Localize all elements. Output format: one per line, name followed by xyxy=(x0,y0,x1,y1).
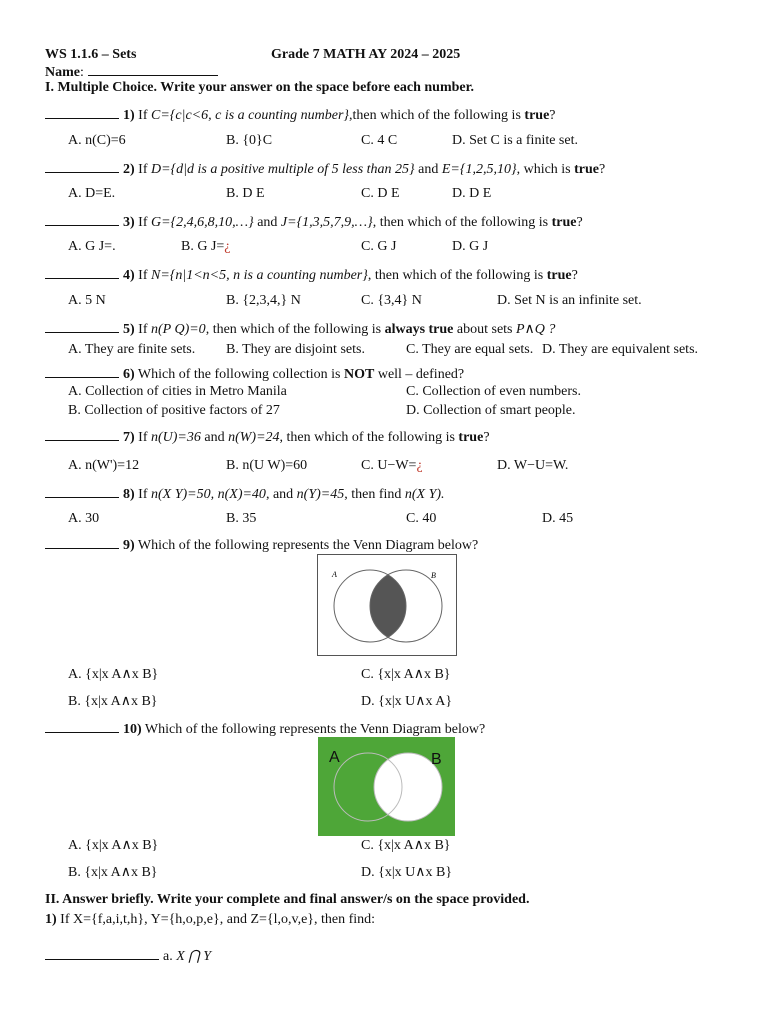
grade-title: Grade 7 MATH AY 2024 – 2025 xyxy=(271,47,461,62)
question-3: 3) If G={2,4,6,8,10,…} and J={1,3,5,7,9,…}, then which of the following is true? xyxy=(45,212,583,232)
name-line: Name: xyxy=(45,62,218,82)
q5-option-b: B. They are disjoint sets. xyxy=(226,342,365,357)
answer-blank-10[interactable] xyxy=(45,719,119,733)
q4-option-d: D. Set N is an infinite set. xyxy=(497,293,642,308)
q10-option-a: A. {x|x A∧x B} xyxy=(68,838,159,853)
q9-option-d: D. {x|x U∧x A} xyxy=(361,694,453,709)
q7-option-d: D. W−U=W. xyxy=(497,458,569,473)
q1-option-b: B. {0}C xyxy=(226,133,273,148)
q9-option-c: C. {x|x A∧x B} xyxy=(361,667,451,682)
name-label: Name xyxy=(45,65,80,80)
q7-option-c: C. U−W=¿ xyxy=(361,458,423,473)
q2-option-d: D. D E xyxy=(452,186,492,201)
q8-option-a: A. 30 xyxy=(68,511,100,526)
q3-option-d: D. G J xyxy=(452,239,489,254)
question-6: 6) Which of the following collection is NOT well – defined? xyxy=(45,364,464,384)
question-1: 1) If C={c|c<6, c is a counting number},then which of the following is true? xyxy=(45,105,556,125)
question-5: 5) If n(P Q)=0, then which of the following is always true about sets P∧Q ? xyxy=(45,319,555,339)
q7-option-b: B. n(U W)=60 xyxy=(226,458,308,473)
q6-option-d: D. Collection of smart people. xyxy=(406,403,576,418)
part2-answer-blank-a[interactable] xyxy=(45,946,159,960)
answer-blank-4[interactable] xyxy=(45,265,119,279)
q8-option-c: C. 40 xyxy=(406,511,437,526)
q8-option-d: D. 45 xyxy=(542,511,574,526)
question-10: 10) Which of the following represents the Venn Diagram below? xyxy=(45,719,485,739)
question-4: 4) If N={n|1<n<5, n is a counting number}, then which of the following is true? xyxy=(45,265,578,285)
answer-blank-9[interactable] xyxy=(45,535,119,549)
venn-9-label-a: A xyxy=(332,570,337,579)
answer-blank-3[interactable] xyxy=(45,212,119,226)
question-9: 9) Which of the following represents the Venn Diagram below? xyxy=(45,535,478,555)
q8-option-b: B. 35 xyxy=(226,511,257,526)
answer-blank-7[interactable] xyxy=(45,427,119,441)
question-8: 8) If n(X Y)=50, n(X)=40, and n(Y)=45, then find n(X Y). xyxy=(45,484,445,504)
q2-option-a: A. D=E. xyxy=(68,186,116,201)
venn-10-label-a: A xyxy=(329,749,340,766)
venn-10-label-b: B xyxy=(431,751,442,768)
answer-blank-2[interactable] xyxy=(45,159,119,173)
q1-option-c: C. 4 C xyxy=(361,133,398,148)
q3-option-b: B. G J=¿ xyxy=(181,239,231,254)
question-7: 7) If n(U)=36 and n(W)=24, then which of the following is true? xyxy=(45,427,490,447)
q3-option-a: A. G J=. xyxy=(68,239,116,254)
q10-option-d: D. {x|x U∧x B} xyxy=(361,865,453,880)
q10-option-b: B. {x|x A∧x B} xyxy=(68,865,158,880)
q6-option-c: C. Collection of even numbers. xyxy=(406,384,581,399)
question-2: 2) If D={d|d is a positive multiple of 5 less than 25} and E={1,2,5,10}, which is true? xyxy=(45,159,605,179)
q4-option-b: B. {2,3,4,} N xyxy=(226,293,301,308)
part2-heading: II. Answer briefly. Write your complete and final answer/s on the space provided. xyxy=(45,892,530,907)
q7-option-a: A. n(W')=12 xyxy=(68,458,140,473)
q9-option-a: A. {x|x A∧x B} xyxy=(68,667,159,682)
name-blank[interactable] xyxy=(88,62,218,76)
q2-option-c: C. D E xyxy=(361,186,400,201)
q6-option-b: B. Collection of positive factors of 27 xyxy=(68,403,280,418)
q1-option-a: A. n(C)=6 xyxy=(68,133,126,148)
q2-option-b: B. D E xyxy=(226,186,265,201)
part1-heading: I. Multiple Choice. Write your answer on the space before each number. xyxy=(45,80,475,95)
venn-9-label-b: B xyxy=(431,571,436,580)
q10-option-c: C. {x|x A∧x B} xyxy=(361,838,451,853)
q4-option-a: A. 5 N xyxy=(68,293,106,308)
q5-option-d: D. They are equivalent sets. xyxy=(542,342,699,357)
q5-option-a: A. They are finite sets. xyxy=(68,342,196,357)
answer-blank-6[interactable] xyxy=(45,364,119,378)
q1-option-d: D. Set C is a finite set. xyxy=(452,133,578,148)
part2-item-a: a. X ⋂ Y xyxy=(45,946,211,966)
q9-option-b: B. {x|x A∧x B} xyxy=(68,694,158,709)
q4-option-c: C. {3,4} N xyxy=(361,293,422,308)
venn-diagram-10 xyxy=(318,737,455,836)
venn-diagram-9 xyxy=(317,554,457,656)
q3-option-c: C. G J xyxy=(361,239,397,254)
worksheet-title: WS 1.1.6 – Sets xyxy=(45,47,137,62)
answer-blank-1[interactable] xyxy=(45,105,119,119)
part2-question-1: 1) If X={f,a,i,t,h}, Y={h,o,p,e}, and Z={l,o,v,e}, then find: xyxy=(45,912,376,927)
venn-9-svg xyxy=(318,555,456,655)
q6-option-a: A. Collection of cities in Metro Manila xyxy=(68,384,287,399)
answer-blank-5[interactable] xyxy=(45,319,119,333)
q5-option-c: C. They are equal sets. xyxy=(406,342,534,357)
venn-10-svg xyxy=(318,737,455,836)
answer-blank-8[interactable] xyxy=(45,484,119,498)
